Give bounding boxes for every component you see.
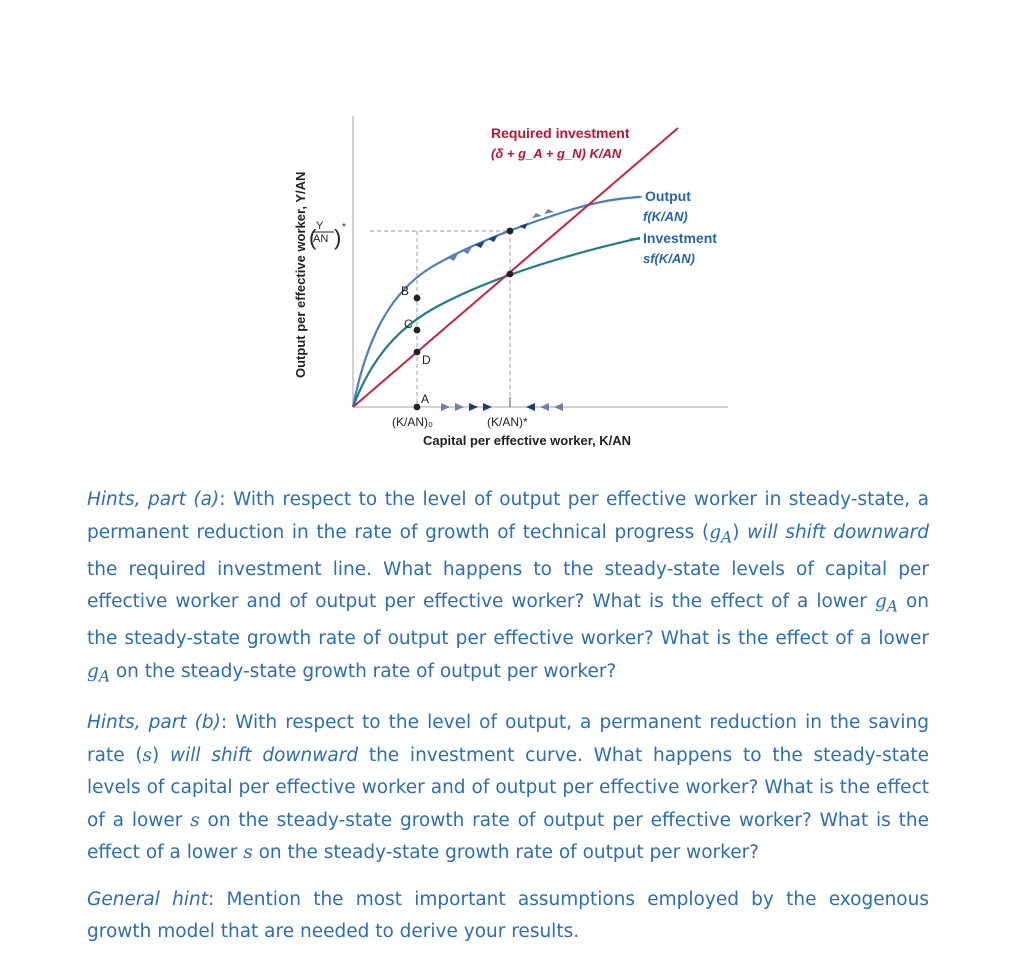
arrow-mark <box>544 209 554 214</box>
hint-b-text-1: With respect to the level of output, a permanent reduction in the saving rate ( <box>87 712 929 766</box>
y-axis-label: Output per effective worker, Y/AN <box>293 171 308 378</box>
arrow-mark <box>488 235 498 242</box>
hints-section <box>87 484 929 963</box>
required-investment-formula: (δ + g_A + g_N) K/AN <box>491 146 622 161</box>
arrow-mark <box>540 403 549 411</box>
hint-b-text-5: on the steady-state growth rate of output per worker? <box>252 842 759 864</box>
hint-a-text-3: the required investment line. What happens to the steady-state levels of capital per effective worker and of output per effective worker? What is the effect of a lower <box>87 558 929 613</box>
hint-b-emphasis: will shift downward <box>170 744 359 766</box>
svg-text:(: ( <box>309 225 317 250</box>
arrow-mark <box>455 403 464 411</box>
var-ga: $g_A$ <box>874 591 898 616</box>
general-hint-text: Mention the most important assumptions employed by the exogenous growth model that are needed to derive your results. <box>87 888 929 943</box>
arrow-mark <box>441 403 450 411</box>
point-label-b: B <box>401 284 410 298</box>
arrow-mark <box>532 213 542 218</box>
point-label-d: D <box>422 353 431 367</box>
svg-text:): ) <box>334 225 342 250</box>
hint-b-text-2: ) <box>152 744 171 766</box>
steady-state-output-point <box>507 228 514 235</box>
point-d <box>414 349 421 356</box>
hint-b-text-3: the investment curve. What happens to the steady-state levels of capital per effective worker and of output per effective worker? What is the effect of a lower <box>87 744 929 831</box>
steady-state-investment-point <box>507 271 514 278</box>
var-s: s <box>142 744 153 766</box>
hint-b-text-4: on the steady-state growth rate of output per effective worker? What is the effect of a lower <box>87 809 930 864</box>
var-s: s <box>190 809 200 831</box>
x-tick-k0: (K/AN)₀ <box>392 415 433 429</box>
point-label-c: C <box>404 317 413 331</box>
general-hint-title: General hint <box>87 888 208 910</box>
output-label: Output <box>645 188 691 204</box>
output-formula: f(K/AN) <box>643 209 688 224</box>
point-c <box>414 327 421 334</box>
hint-a-text-4: on the steady-state growth rate of output per effective worker? What is the effect of a lower <box>87 591 929 650</box>
svg-text:AN: AN <box>313 233 329 245</box>
arrow-mark <box>554 403 563 411</box>
hint-part-b: Hints, part (b): With respect to the level of output, a permanent reduction in the saving rate (s) will shift downward the investment curve. What happens to the steady-state levels of capital per effective worker and of output per effective worker? What is the effect of a lower s on the steady-state growth rate of output per effective worker? What is the effect of a lower s on the steady-state growth rate of output per worker? <box>87 712 930 864</box>
var-s: s <box>243 842 253 864</box>
output-curve <box>353 197 640 407</box>
required-investment-line <box>353 128 678 407</box>
investment-label: Investment <box>643 230 717 246</box>
point-b <box>414 295 421 302</box>
solow-growth-chart <box>280 105 760 465</box>
point-label-a: A <box>421 392 430 406</box>
arrow-mark <box>526 403 535 411</box>
hint-a-emphasis: will shift downward <box>747 521 929 543</box>
arrow-mark <box>469 403 478 411</box>
hint-part-a: Hints, part (a): With respect to the level of output per effective worker in steady-state, a permanent reduction in the rate of growth of technical progress $(g_A)$ will shift downward the required investment line. What happens to the steady-state levels of capital per effective worker and of output per effective worker? What is the effect of a lower $g_A$ on the steady-state growth rate of output per effective worker? What is the effect of a lower $g_A$ on the steady-state growth rate of output per worker? <box>87 489 929 686</box>
point-a <box>414 404 421 411</box>
general-hint: General hint: Mention the most important assumptions employed by the exogenous growth model that are needed to derive your results. <box>87 888 929 943</box>
arrow-mark <box>483 403 492 411</box>
hint-a-text-1: With respect to the level of output per effective worker in steady-state, a permanent reduction in the rate of growth of technical progress ( <box>87 489 929 543</box>
x-tick-kstar: (K/AN)* <box>487 415 528 429</box>
svg-text:Y: Y <box>316 220 324 232</box>
svg-text:*: * <box>342 222 346 233</box>
hint-b-title: Hints, part (b) <box>87 712 221 734</box>
investment-formula: sf(K/AN) <box>643 251 695 266</box>
hint-a-text-5: on the steady-state growth rate of output per worker? <box>109 660 617 682</box>
y-star-label <box>309 220 346 250</box>
var-ga: $g_A$ <box>709 521 733 547</box>
var-ga: $g_A$ <box>87 660 110 686</box>
hint-a-title: Hints, part (a) <box>87 489 220 510</box>
investment-curve <box>353 238 640 407</box>
x-axis-label: Capital per effective worker, K/AN <box>423 433 632 448</box>
hint-a-text-2: ) <box>732 521 748 543</box>
required-investment-label: Required investment <box>491 125 630 141</box>
